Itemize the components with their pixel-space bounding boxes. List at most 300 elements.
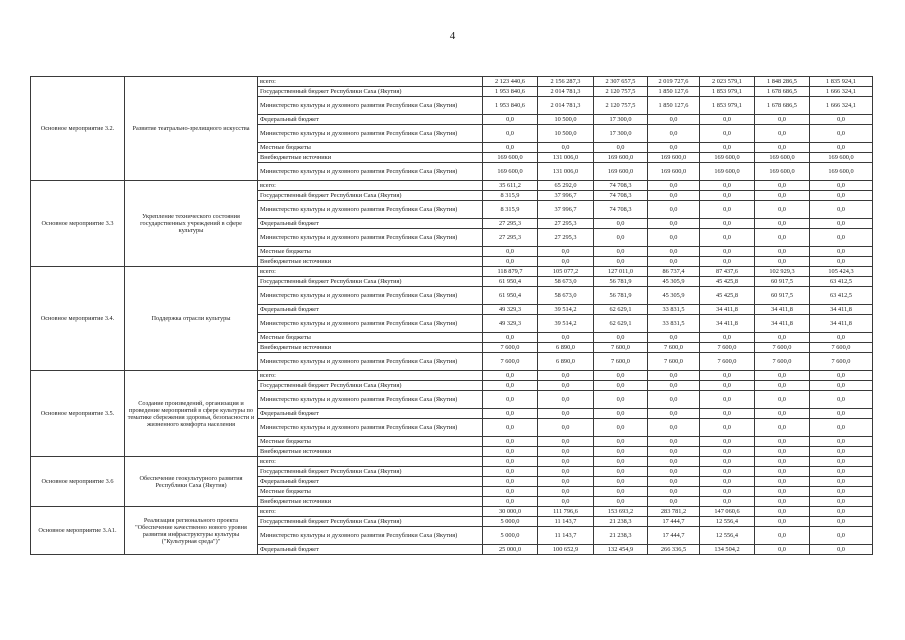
amount-cell: 0,0	[483, 381, 538, 391]
amount-cell: 56 781,9	[594, 287, 648, 305]
amount-cell: 127 011,0	[594, 267, 648, 277]
amount-cell: 35 611,2	[483, 181, 538, 191]
amount-cell: 27 295,3	[538, 229, 594, 247]
amount-cell: 30 000,0	[483, 507, 538, 517]
event-name-cell: Укрепление технического состояния государственных учреждений в сфере культуры	[125, 181, 258, 267]
amount-cell: 0,0	[700, 409, 755, 419]
amount-cell: 169 600,0	[483, 163, 538, 181]
amount-cell: 0,0	[810, 181, 873, 191]
amount-cell: 0,0	[755, 191, 810, 201]
amount-cell: 0,0	[755, 437, 810, 447]
amount-cell: 0,0	[810, 497, 873, 507]
amount-cell: 0,0	[810, 191, 873, 201]
amount-cell: 0,0	[648, 391, 700, 409]
amount-cell: 0,0	[538, 437, 594, 447]
funding-source-cell: Министерство культуры и духовного развития Республики Саха (Якутия)	[258, 97, 483, 115]
table-row	[31, 507, 873, 517]
amount-cell: 0,0	[700, 381, 755, 391]
amount-cell: 0,0	[538, 409, 594, 419]
funding-source-cell: Министерство культуры и духовного развития Республики Саха (Якутия)	[258, 125, 483, 143]
funding-source-cell: Федеральный бюджет	[258, 305, 483, 315]
amount-cell: 0,0	[755, 391, 810, 409]
amount-cell: 0,0	[755, 229, 810, 247]
amount-cell: 0,0	[594, 467, 648, 477]
amount-cell: 0,0	[810, 333, 873, 343]
amount-cell: 0,0	[648, 467, 700, 477]
amount-cell: 169 600,0	[483, 153, 538, 163]
amount-cell: 0,0	[648, 477, 700, 487]
funding-source-cell: Федеральный бюджет	[258, 409, 483, 419]
amount-cell: 0,0	[594, 497, 648, 507]
amount-cell: 1 848 286,5	[755, 77, 810, 87]
amount-cell: 7 600,0	[483, 353, 538, 371]
amount-cell: 12 556,4	[700, 527, 755, 545]
amount-cell: 34 411,8	[755, 305, 810, 315]
amount-cell: 0,0	[700, 447, 755, 457]
event-name-cell: Создание произведений, организация и проведение мероприятий в сфере культуры по тематике сбережения здоровья, безопасности и жизненного комфорта населения	[125, 371, 258, 457]
amount-cell: 0,0	[755, 201, 810, 219]
amount-cell: 105 424,3	[810, 267, 873, 277]
event-code-cell: Основное мероприятие 3.3	[31, 181, 125, 267]
amount-cell: 0,0	[755, 219, 810, 229]
amount-cell: 1 953 840,6	[483, 97, 538, 115]
funding-source-cell: Местные бюджеты	[258, 487, 483, 497]
amount-cell: 0,0	[700, 437, 755, 447]
amount-cell: 0,0	[538, 257, 594, 267]
amount-cell: 33 831,5	[648, 305, 700, 315]
amount-cell: 0,0	[700, 467, 755, 477]
amount-cell: 2 123 440,6	[483, 77, 538, 87]
amount-cell: 1 835 924,1	[810, 77, 873, 87]
amount-cell: 0,0	[755, 467, 810, 477]
amount-cell: 0,0	[648, 181, 700, 191]
funding-source-cell: Государственный бюджет Республики Саха (Якутия)	[258, 277, 483, 287]
funding-source-cell: Министерство культуры и духовного развития Республики Саха (Якутия)	[258, 229, 483, 247]
amount-cell: 0,0	[810, 229, 873, 247]
amount-cell: 283 781,2	[648, 507, 700, 517]
amount-cell: 0,0	[755, 181, 810, 191]
amount-cell: 11 143,7	[538, 517, 594, 527]
amount-cell: 169 600,0	[594, 153, 648, 163]
amount-cell: 1 850 127,6	[648, 97, 700, 115]
amount-cell: 0,0	[810, 371, 873, 381]
amount-cell: 21 238,3	[594, 517, 648, 527]
amount-cell: 34 411,8	[810, 305, 873, 315]
amount-cell: 0,0	[538, 381, 594, 391]
amount-cell: 61 950,4	[483, 287, 538, 305]
amount-cell: 63 412,5	[810, 277, 873, 287]
amount-cell: 0,0	[594, 487, 648, 497]
amount-cell: 1 666 324,1	[810, 87, 873, 97]
amount-cell: 1 853 979,1	[700, 87, 755, 97]
amount-cell: 147 060,6	[700, 507, 755, 517]
amount-cell: 0,0	[483, 437, 538, 447]
amount-cell: 87 437,6	[700, 267, 755, 277]
amount-cell: 105 077,2	[538, 267, 594, 277]
amount-cell: 0,0	[755, 409, 810, 419]
amount-cell: 0,0	[594, 391, 648, 409]
amount-cell: 60 917,5	[755, 277, 810, 287]
amount-cell: 0,0	[648, 447, 700, 457]
amount-cell: 27 295,3	[538, 219, 594, 229]
amount-cell: 0,0	[648, 201, 700, 219]
amount-cell: 2 120 757,5	[594, 97, 648, 115]
amount-cell: 0,0	[755, 545, 810, 555]
amount-cell: 0,0	[810, 527, 873, 545]
page-number: 4	[449, 30, 456, 42]
amount-cell: 0,0	[648, 257, 700, 267]
amount-cell: 0,0	[483, 391, 538, 409]
amount-cell: 45 305,9	[648, 277, 700, 287]
amount-cell: 0,0	[700, 257, 755, 267]
amount-cell: 0,0	[483, 467, 538, 477]
amount-cell: 0,0	[810, 517, 873, 527]
amount-cell: 0,0	[483, 257, 538, 267]
amount-cell: 0,0	[538, 497, 594, 507]
amount-cell: 86 737,4	[648, 267, 700, 277]
amount-cell: 0,0	[700, 371, 755, 381]
amount-cell: 58 673,0	[538, 277, 594, 287]
amount-cell: 0,0	[483, 497, 538, 507]
amount-cell: 0,0	[648, 497, 700, 507]
amount-cell: 0,0	[648, 419, 700, 437]
amount-cell: 2 307 657,5	[594, 77, 648, 87]
amount-cell: 0,0	[594, 409, 648, 419]
amount-cell: 7 600,0	[483, 343, 538, 353]
amount-cell: 65 292,0	[538, 181, 594, 191]
amount-cell: 0,0	[755, 487, 810, 497]
amount-cell: 61 950,4	[483, 277, 538, 287]
amount-cell: 0,0	[483, 477, 538, 487]
amount-cell: 0,0	[648, 247, 700, 257]
amount-cell: 169 600,0	[648, 163, 700, 181]
amount-cell: 1 853 979,1	[700, 97, 755, 115]
amount-cell: 102 929,3	[755, 267, 810, 277]
amount-cell: 27 295,3	[483, 229, 538, 247]
amount-cell: 169 600,0	[755, 153, 810, 163]
amount-cell: 10 500,0	[538, 125, 594, 143]
funding-source-cell: Местные бюджеты	[258, 143, 483, 153]
amount-cell: 0,0	[700, 487, 755, 497]
amount-cell: 6 890,0	[538, 353, 594, 371]
amount-cell: 0,0	[648, 333, 700, 343]
amount-cell: 0,0	[483, 115, 538, 125]
amount-cell: 0,0	[755, 457, 810, 467]
amount-cell: 7 600,0	[810, 343, 873, 353]
amount-cell: 0,0	[483, 457, 538, 467]
amount-cell: 34 411,8	[755, 315, 810, 333]
amount-cell: 7 600,0	[648, 343, 700, 353]
event-code-cell: Основное мероприятие 3.2.	[31, 77, 125, 181]
funding-source-cell: Внебюджетные источники	[258, 343, 483, 353]
funding-source-cell: Министерство культуры и духовного развития Республики Саха (Якутия)	[258, 391, 483, 409]
amount-cell: 0,0	[648, 143, 700, 153]
amount-cell: 8 315,9	[483, 201, 538, 219]
amount-cell: 0,0	[594, 229, 648, 247]
amount-cell: 131 006,0	[538, 163, 594, 181]
amount-cell: 58 673,0	[538, 287, 594, 305]
amount-cell: 0,0	[700, 219, 755, 229]
amount-cell: 62 629,1	[594, 305, 648, 315]
amount-cell: 0,0	[538, 391, 594, 409]
amount-cell: 0,0	[700, 247, 755, 257]
amount-cell: 1 678 686,5	[755, 97, 810, 115]
amount-cell: 131 006,0	[538, 153, 594, 163]
event-name-cell: Обеспечение геокультурного развития Республики Саха (Якутия)	[125, 457, 258, 507]
amount-cell: 37 996,7	[538, 191, 594, 201]
event-code-cell: Основное мероприятие 3.4.	[31, 267, 125, 371]
amount-cell: 0,0	[700, 419, 755, 437]
amount-cell: 0,0	[483, 419, 538, 437]
amount-cell: 63 412,5	[810, 287, 873, 305]
amount-cell: 60 917,5	[755, 287, 810, 305]
funding-source-cell: всего:	[258, 77, 483, 87]
amount-cell: 56 781,9	[594, 277, 648, 287]
amount-cell: 0,0	[810, 381, 873, 391]
amount-cell: 0,0	[648, 371, 700, 381]
amount-cell: 0,0	[648, 381, 700, 391]
amount-cell: 62 629,1	[594, 315, 648, 333]
amount-cell: 6 890,0	[538, 343, 594, 353]
funding-source-cell: Внебюджетные источники	[258, 447, 483, 457]
amount-cell: 34 411,8	[700, 305, 755, 315]
amount-cell: 0,0	[648, 115, 700, 125]
amount-cell: 0,0	[810, 409, 873, 419]
amount-cell: 10 500,0	[538, 115, 594, 125]
funding-source-cell: всего:	[258, 507, 483, 517]
amount-cell: 0,0	[483, 333, 538, 343]
event-name-cell: Развитие театрально-зрелищного искусства	[125, 77, 258, 181]
amount-cell: 1 850 127,6	[648, 87, 700, 97]
funding-source-cell: Государственный бюджет Республики Саха (Якутия)	[258, 517, 483, 527]
amount-cell: 0,0	[700, 457, 755, 467]
amount-cell: 0,0	[700, 391, 755, 409]
amount-cell: 21 238,3	[594, 527, 648, 545]
funding-source-cell: Министерство культуры и духовного развития Республики Саха (Якутия)	[258, 201, 483, 219]
amount-cell: 37 996,7	[538, 201, 594, 219]
amount-cell: 100 652,9	[538, 545, 594, 555]
funding-source-cell: Внебюджетные источники	[258, 497, 483, 507]
amount-cell: 0,0	[538, 419, 594, 437]
funding-source-cell: Государственный бюджет Республики Саха (Якутия)	[258, 381, 483, 391]
amount-cell: 0,0	[700, 191, 755, 201]
amount-cell: 0,0	[810, 437, 873, 447]
amount-cell: 0,0	[755, 447, 810, 457]
funding-source-cell: Государственный бюджет Республики Саха (Якутия)	[258, 467, 483, 477]
amount-cell: 0,0	[810, 115, 873, 125]
amount-cell: 0,0	[538, 247, 594, 257]
amount-cell: 0,0	[594, 477, 648, 487]
amount-cell: 0,0	[810, 391, 873, 409]
amount-cell: 0,0	[648, 409, 700, 419]
amount-cell: 0,0	[483, 143, 538, 153]
amount-cell: 0,0	[594, 333, 648, 343]
amount-cell: 118 879,7	[483, 267, 538, 277]
amount-cell: 0,0	[755, 257, 810, 267]
amount-cell: 0,0	[538, 333, 594, 343]
amount-cell: 0,0	[648, 457, 700, 467]
event-name-cell: Поддержка отрасли культуры	[125, 267, 258, 371]
funding-source-cell: Федеральный бюджет	[258, 219, 483, 229]
amount-cell: 0,0	[483, 371, 538, 381]
amount-cell: 0,0	[538, 477, 594, 487]
amount-cell: 0,0	[755, 371, 810, 381]
amount-cell: 0,0	[810, 477, 873, 487]
amount-cell: 0,0	[755, 517, 810, 527]
amount-cell: 0,0	[810, 419, 873, 437]
amount-cell: 0,0	[810, 487, 873, 497]
amount-cell: 0,0	[538, 447, 594, 457]
amount-cell: 0,0	[594, 457, 648, 467]
amount-cell: 11 143,7	[538, 527, 594, 545]
amount-cell: 2 023 579,1	[700, 77, 755, 87]
amount-cell: 0,0	[594, 371, 648, 381]
amount-cell: 0,0	[594, 447, 648, 457]
amount-cell: 153 693,2	[594, 507, 648, 517]
amount-cell: 17 300,0	[594, 115, 648, 125]
amount-cell: 0,0	[594, 437, 648, 447]
amount-cell: 45 305,9	[648, 287, 700, 305]
amount-cell: 0,0	[483, 447, 538, 457]
amount-cell: 0,0	[755, 333, 810, 343]
amount-cell: 5 000,0	[483, 517, 538, 527]
amount-cell: 0,0	[810, 143, 873, 153]
amount-cell: 7 600,0	[594, 353, 648, 371]
amount-cell: 0,0	[700, 181, 755, 191]
amount-cell: 2 120 757,5	[594, 87, 648, 97]
amount-cell: 0,0	[483, 487, 538, 497]
funding-source-cell: Государственный бюджет Республики Саха (Якутия)	[258, 191, 483, 201]
amount-cell: 7 600,0	[755, 343, 810, 353]
amount-cell: 0,0	[700, 125, 755, 143]
amount-cell: 17 444,7	[648, 517, 700, 527]
amount-cell: 0,0	[700, 497, 755, 507]
amount-cell: 0,0	[700, 115, 755, 125]
amount-cell: 0,0	[538, 487, 594, 497]
amount-cell: 0,0	[700, 201, 755, 219]
amount-cell: 0,0	[810, 125, 873, 143]
amount-cell: 0,0	[538, 143, 594, 153]
amount-cell: 7 600,0	[648, 353, 700, 371]
funding-source-cell: Государственный бюджет Республики Саха (Якутия)	[258, 87, 483, 97]
amount-cell: 169 600,0	[700, 153, 755, 163]
amount-cell: 0,0	[755, 115, 810, 125]
amount-cell: 169 600,0	[810, 163, 873, 181]
amount-cell: 39 514,2	[538, 315, 594, 333]
amount-cell: 0,0	[810, 507, 873, 517]
amount-cell: 0,0	[810, 201, 873, 219]
funding-source-cell: Внебюджетные источники	[258, 257, 483, 267]
amount-cell: 0,0	[594, 247, 648, 257]
amount-cell: 17 444,7	[648, 527, 700, 545]
amount-cell: 33 831,5	[648, 315, 700, 333]
amount-cell: 49 329,3	[483, 305, 538, 315]
amount-cell: 0,0	[483, 125, 538, 143]
funding-source-cell: Федеральный бюджет	[258, 545, 483, 555]
funding-source-cell: Местные бюджеты	[258, 437, 483, 447]
funding-source-cell: Внебюджетные источники	[258, 153, 483, 163]
table-row	[31, 181, 873, 191]
funding-source-cell: Федеральный бюджет	[258, 115, 483, 125]
amount-cell: 0,0	[483, 409, 538, 419]
amount-cell: 0,0	[483, 247, 538, 257]
amount-cell: 25 000,0	[483, 545, 538, 555]
amount-cell: 49 329,3	[483, 315, 538, 333]
amount-cell: 169 600,0	[648, 153, 700, 163]
amount-cell: 12 556,4	[700, 517, 755, 527]
budget-table	[30, 76, 873, 555]
amount-cell: 17 300,0	[594, 125, 648, 143]
amount-cell: 74 708,3	[594, 191, 648, 201]
amount-cell: 0,0	[810, 457, 873, 467]
amount-cell: 0,0	[810, 467, 873, 477]
amount-cell: 0,0	[755, 143, 810, 153]
amount-cell: 0,0	[648, 437, 700, 447]
amount-cell: 7 600,0	[810, 353, 873, 371]
event-code-cell: Основное мероприятие 3.5.	[31, 371, 125, 457]
amount-cell: 0,0	[810, 545, 873, 555]
amount-cell: 0,0	[594, 219, 648, 229]
funding-source-cell: Министерство культуры и духовного развития Республики Саха (Якутия)	[258, 527, 483, 545]
amount-cell: 45 425,8	[700, 277, 755, 287]
funding-source-cell: всего:	[258, 181, 483, 191]
amount-cell: 7 600,0	[594, 343, 648, 353]
amount-cell: 0,0	[755, 381, 810, 391]
amount-cell: 0,0	[538, 371, 594, 381]
amount-cell: 34 411,8	[700, 315, 755, 333]
amount-cell: 0,0	[700, 333, 755, 343]
amount-cell: 169 600,0	[594, 163, 648, 181]
amount-cell: 74 708,3	[594, 181, 648, 191]
event-code-cell: Основное мероприятие 3.А1.	[31, 507, 125, 555]
amount-cell: 1 953 840,6	[483, 87, 538, 97]
amount-cell: 0,0	[810, 257, 873, 267]
amount-cell: 39 514,2	[538, 305, 594, 315]
amount-cell: 0,0	[594, 257, 648, 267]
funding-source-cell: Министерство культуры и духовного развития Республики Саха (Якутия)	[258, 287, 483, 305]
amount-cell: 0,0	[538, 457, 594, 467]
amount-cell: 132 454,9	[594, 545, 648, 555]
amount-cell: 169 600,0	[755, 163, 810, 181]
amount-cell: 2 156 287,3	[538, 77, 594, 87]
amount-cell: 7 600,0	[755, 353, 810, 371]
amount-cell: 0,0	[700, 477, 755, 487]
amount-cell: 0,0	[755, 497, 810, 507]
funding-source-cell: всего:	[258, 371, 483, 381]
amount-cell: 2 014 781,3	[538, 87, 594, 97]
amount-cell: 0,0	[755, 247, 810, 257]
funding-source-cell: всего:	[258, 267, 483, 277]
amount-cell: 2 019 727,6	[648, 77, 700, 87]
amount-cell: 0,0	[538, 467, 594, 477]
amount-cell: 34 411,8	[810, 315, 873, 333]
event-code-cell: Основное мероприятие 3.6	[31, 457, 125, 507]
amount-cell: 7 600,0	[700, 343, 755, 353]
funding-source-cell: Министерство культуры и духовного развития Республики Саха (Якутия)	[258, 419, 483, 437]
amount-cell: 0,0	[648, 487, 700, 497]
funding-source-cell: Местные бюджеты	[258, 333, 483, 343]
funding-source-cell: всего:	[258, 457, 483, 467]
amount-cell: 0,0	[755, 507, 810, 517]
amount-cell: 1 666 324,1	[810, 97, 873, 115]
amount-cell: 0,0	[755, 419, 810, 437]
funding-source-cell: Федеральный бюджет	[258, 477, 483, 487]
amount-cell: 1 678 686,5	[755, 87, 810, 97]
funding-source-cell: Министерство культуры и духовного развития Республики Саха (Якутия)	[258, 315, 483, 333]
amount-cell: 169 600,0	[700, 163, 755, 181]
amount-cell: 0,0	[755, 125, 810, 143]
event-name-cell: Реализация регионального проекта "Обеспечение качественно нового уровня развития инфраструктуры культуры ("Культурная среда")"	[125, 507, 258, 555]
